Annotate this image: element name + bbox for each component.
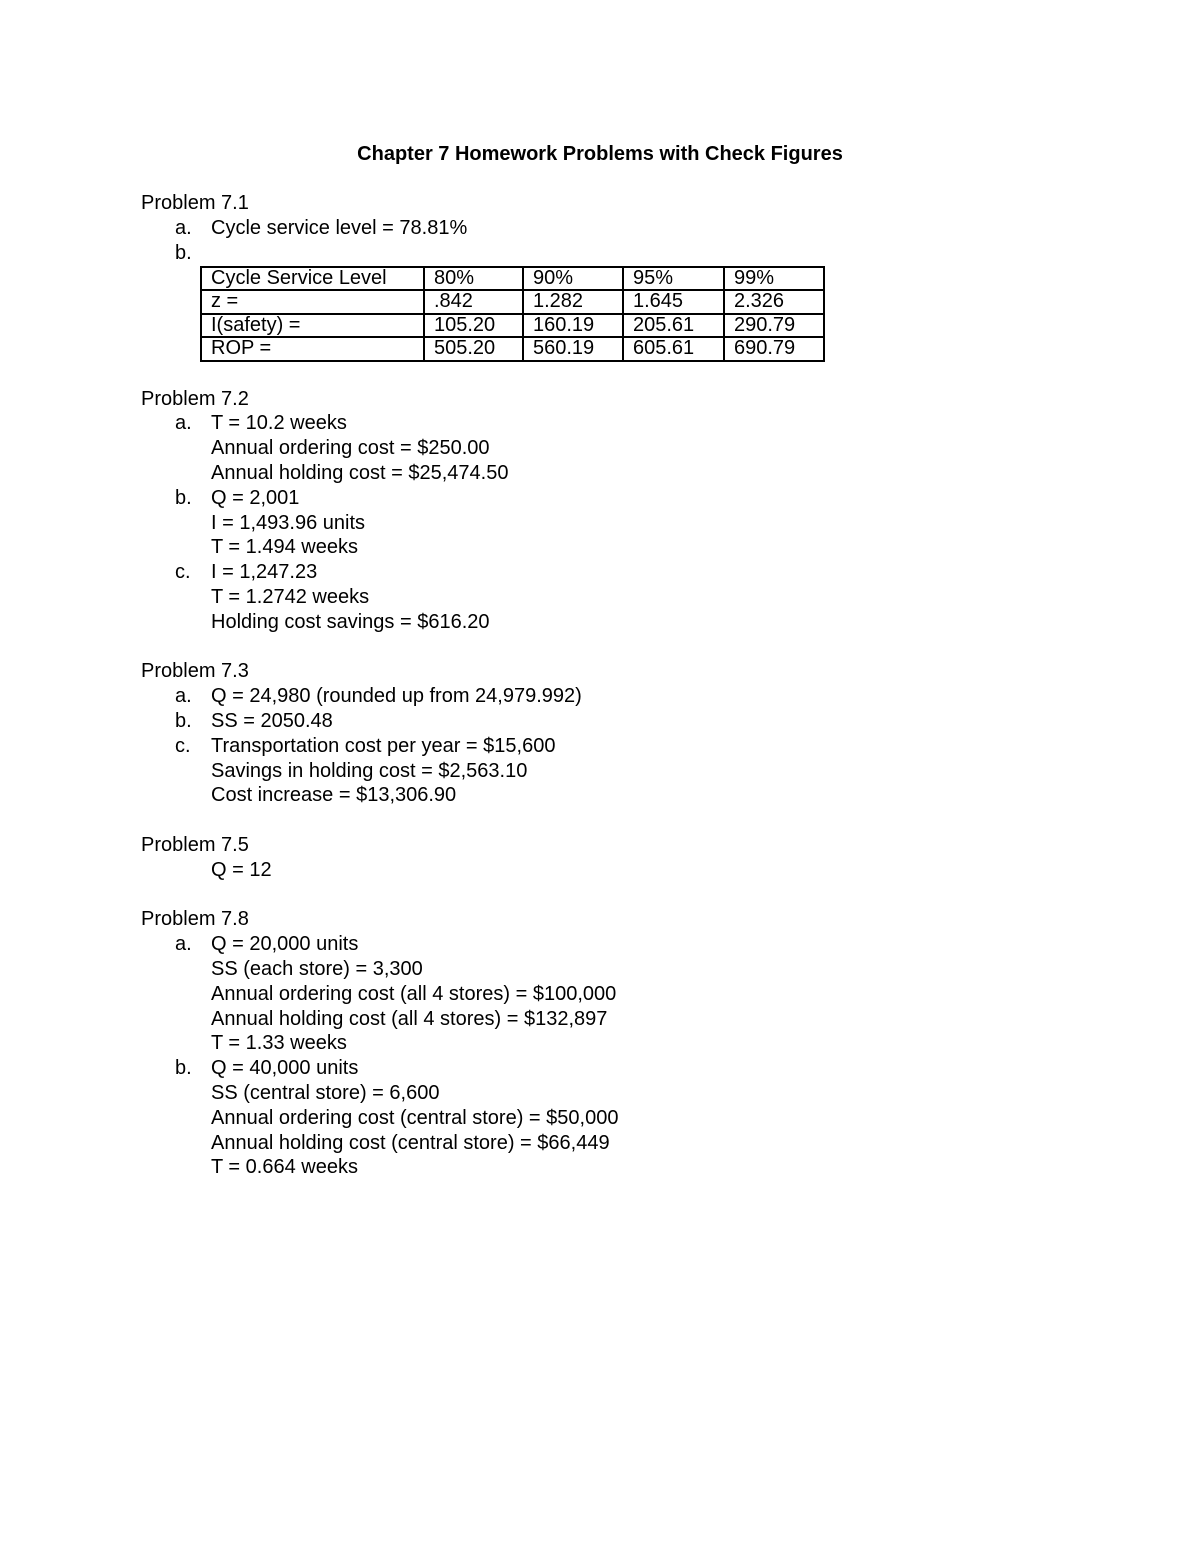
problem-list [141, 191, 1041, 1205]
table-cell: 90% [523, 267, 623, 291]
answer-line: Annual holding cost (central store) = $66,449 [211, 1131, 610, 1154]
table-row [201, 267, 824, 291]
service-level-table [200, 266, 825, 362]
problem-part [141, 216, 1041, 241]
answer-line: Savings in holding cost = $2,563.10 [211, 759, 528, 782]
problem-part [141, 709, 1041, 734]
problem-block [141, 907, 1041, 1180]
table-cell: 505.20 [424, 337, 523, 361]
table-cell: 290.79 [724, 314, 824, 338]
problem-block [141, 387, 1041, 635]
table-cell: 560.19 [523, 337, 623, 361]
answer-line: Q = 40,000 units [211, 1057, 359, 1080]
table-cell: 2.326 [724, 290, 824, 314]
answer-line: T = 10.2 weeks [211, 412, 347, 435]
table-cell: 205.61 [623, 314, 724, 338]
answer-line: Holding cost savings = $616.20 [211, 610, 490, 633]
problem-part [141, 486, 1041, 560]
table-row-label: ROP = [201, 337, 424, 361]
problem-part [141, 932, 1041, 1056]
table-cell: 80% [424, 267, 523, 291]
problem-part [141, 858, 1041, 883]
answer-line: Q = 20,000 units [211, 933, 359, 956]
table-row-label: Cycle Service Level [201, 267, 424, 291]
problem-title: Problem 7.8 [141, 908, 249, 931]
answer-line: T = 1.2742 weeks [211, 586, 370, 609]
part-marker: c. [175, 734, 191, 757]
problem-block [141, 659, 1041, 808]
answer-line: SS (central store) = 6,600 [211, 1082, 440, 1104]
answer-line: SS (each store) = 3,300 [211, 958, 423, 981]
answer-line: T = 0.664 weeks [211, 1156, 358, 1179]
answer-line: T = 1.494 weeks [211, 536, 358, 559]
problem-part [141, 734, 1041, 808]
problem-block [141, 191, 1041, 362]
table-cell: 690.79 [724, 337, 824, 361]
table-row [201, 337, 824, 361]
problem-title: Problem 7.2 [141, 387, 249, 410]
answer-line: Q = 12 [211, 858, 272, 881]
table-row [201, 290, 824, 314]
problem-title: Problem 7.1 [141, 192, 249, 214]
answer-line: Annual ordering cost (all 4 stores) = $100,000 [211, 982, 617, 1005]
answer-line: Annual ordering cost = $250.00 [211, 437, 490, 460]
table-cell: 1.645 [623, 290, 724, 314]
answer-line: Annual holding cost (all 4 stores) = $132,897 [211, 1007, 608, 1030]
table-cell: 105.20 [424, 314, 523, 338]
part-marker: a. [175, 685, 192, 708]
part-marker: b. [175, 1057, 192, 1080]
problem-part [141, 411, 1041, 485]
problem-title: Problem 7.5 [141, 834, 249, 857]
part-marker: b. [175, 241, 192, 264]
table-cell: 160.19 [523, 314, 623, 338]
problem-part [141, 684, 1041, 709]
table-cell: 95% [623, 267, 724, 291]
answer-line: I = 1,493.96 units [211, 511, 366, 534]
table-cell: 99% [724, 267, 824, 291]
part-marker: a. [175, 216, 192, 239]
table-row-label: z = [201, 290, 424, 314]
table-row-label: I(safety) = [201, 314, 424, 338]
problem-part [141, 1056, 1041, 1180]
part-marker: c. [175, 561, 191, 584]
answer-line: Cost increase = $13,306.90 [211, 784, 457, 807]
answer-line: Annual holding cost = $25,474.50 [211, 462, 509, 485]
table-cell: 1.282 [523, 290, 623, 314]
part-marker: b. [175, 710, 192, 733]
table-cell: 605.61 [623, 337, 724, 361]
table-cell: .842 [424, 290, 523, 314]
problem-block [141, 833, 1041, 883]
problem-part [141, 241, 1041, 362]
answer-line: Q = 2,001 [211, 486, 300, 509]
answer-line: Annual ordering cost (central store) = $50,000 [211, 1106, 619, 1129]
answer-line: Q = 24,980 (rounded up from 24,979.992) [211, 685, 582, 708]
document-title: Chapter 7 Homework Problems with Check Figures [357, 143, 843, 165]
problem-part [141, 560, 1041, 634]
answer-line: SS = 2050.48 [211, 710, 333, 733]
part-marker: a. [175, 933, 192, 956]
part-marker: b. [175, 486, 192, 509]
answer-line: Transportation cost per year = $15,600 [211, 734, 556, 757]
answer-line: I = 1,247.23 [211, 561, 318, 584]
table-row [201, 314, 824, 338]
answer-line: Cycle service level = 78.81% [211, 216, 468, 239]
answer-line: T = 1.33 weeks [211, 1032, 347, 1055]
problem-title: Problem 7.3 [141, 660, 249, 683]
part-marker-line [211, 241, 1041, 266]
part-marker: a. [175, 412, 192, 435]
